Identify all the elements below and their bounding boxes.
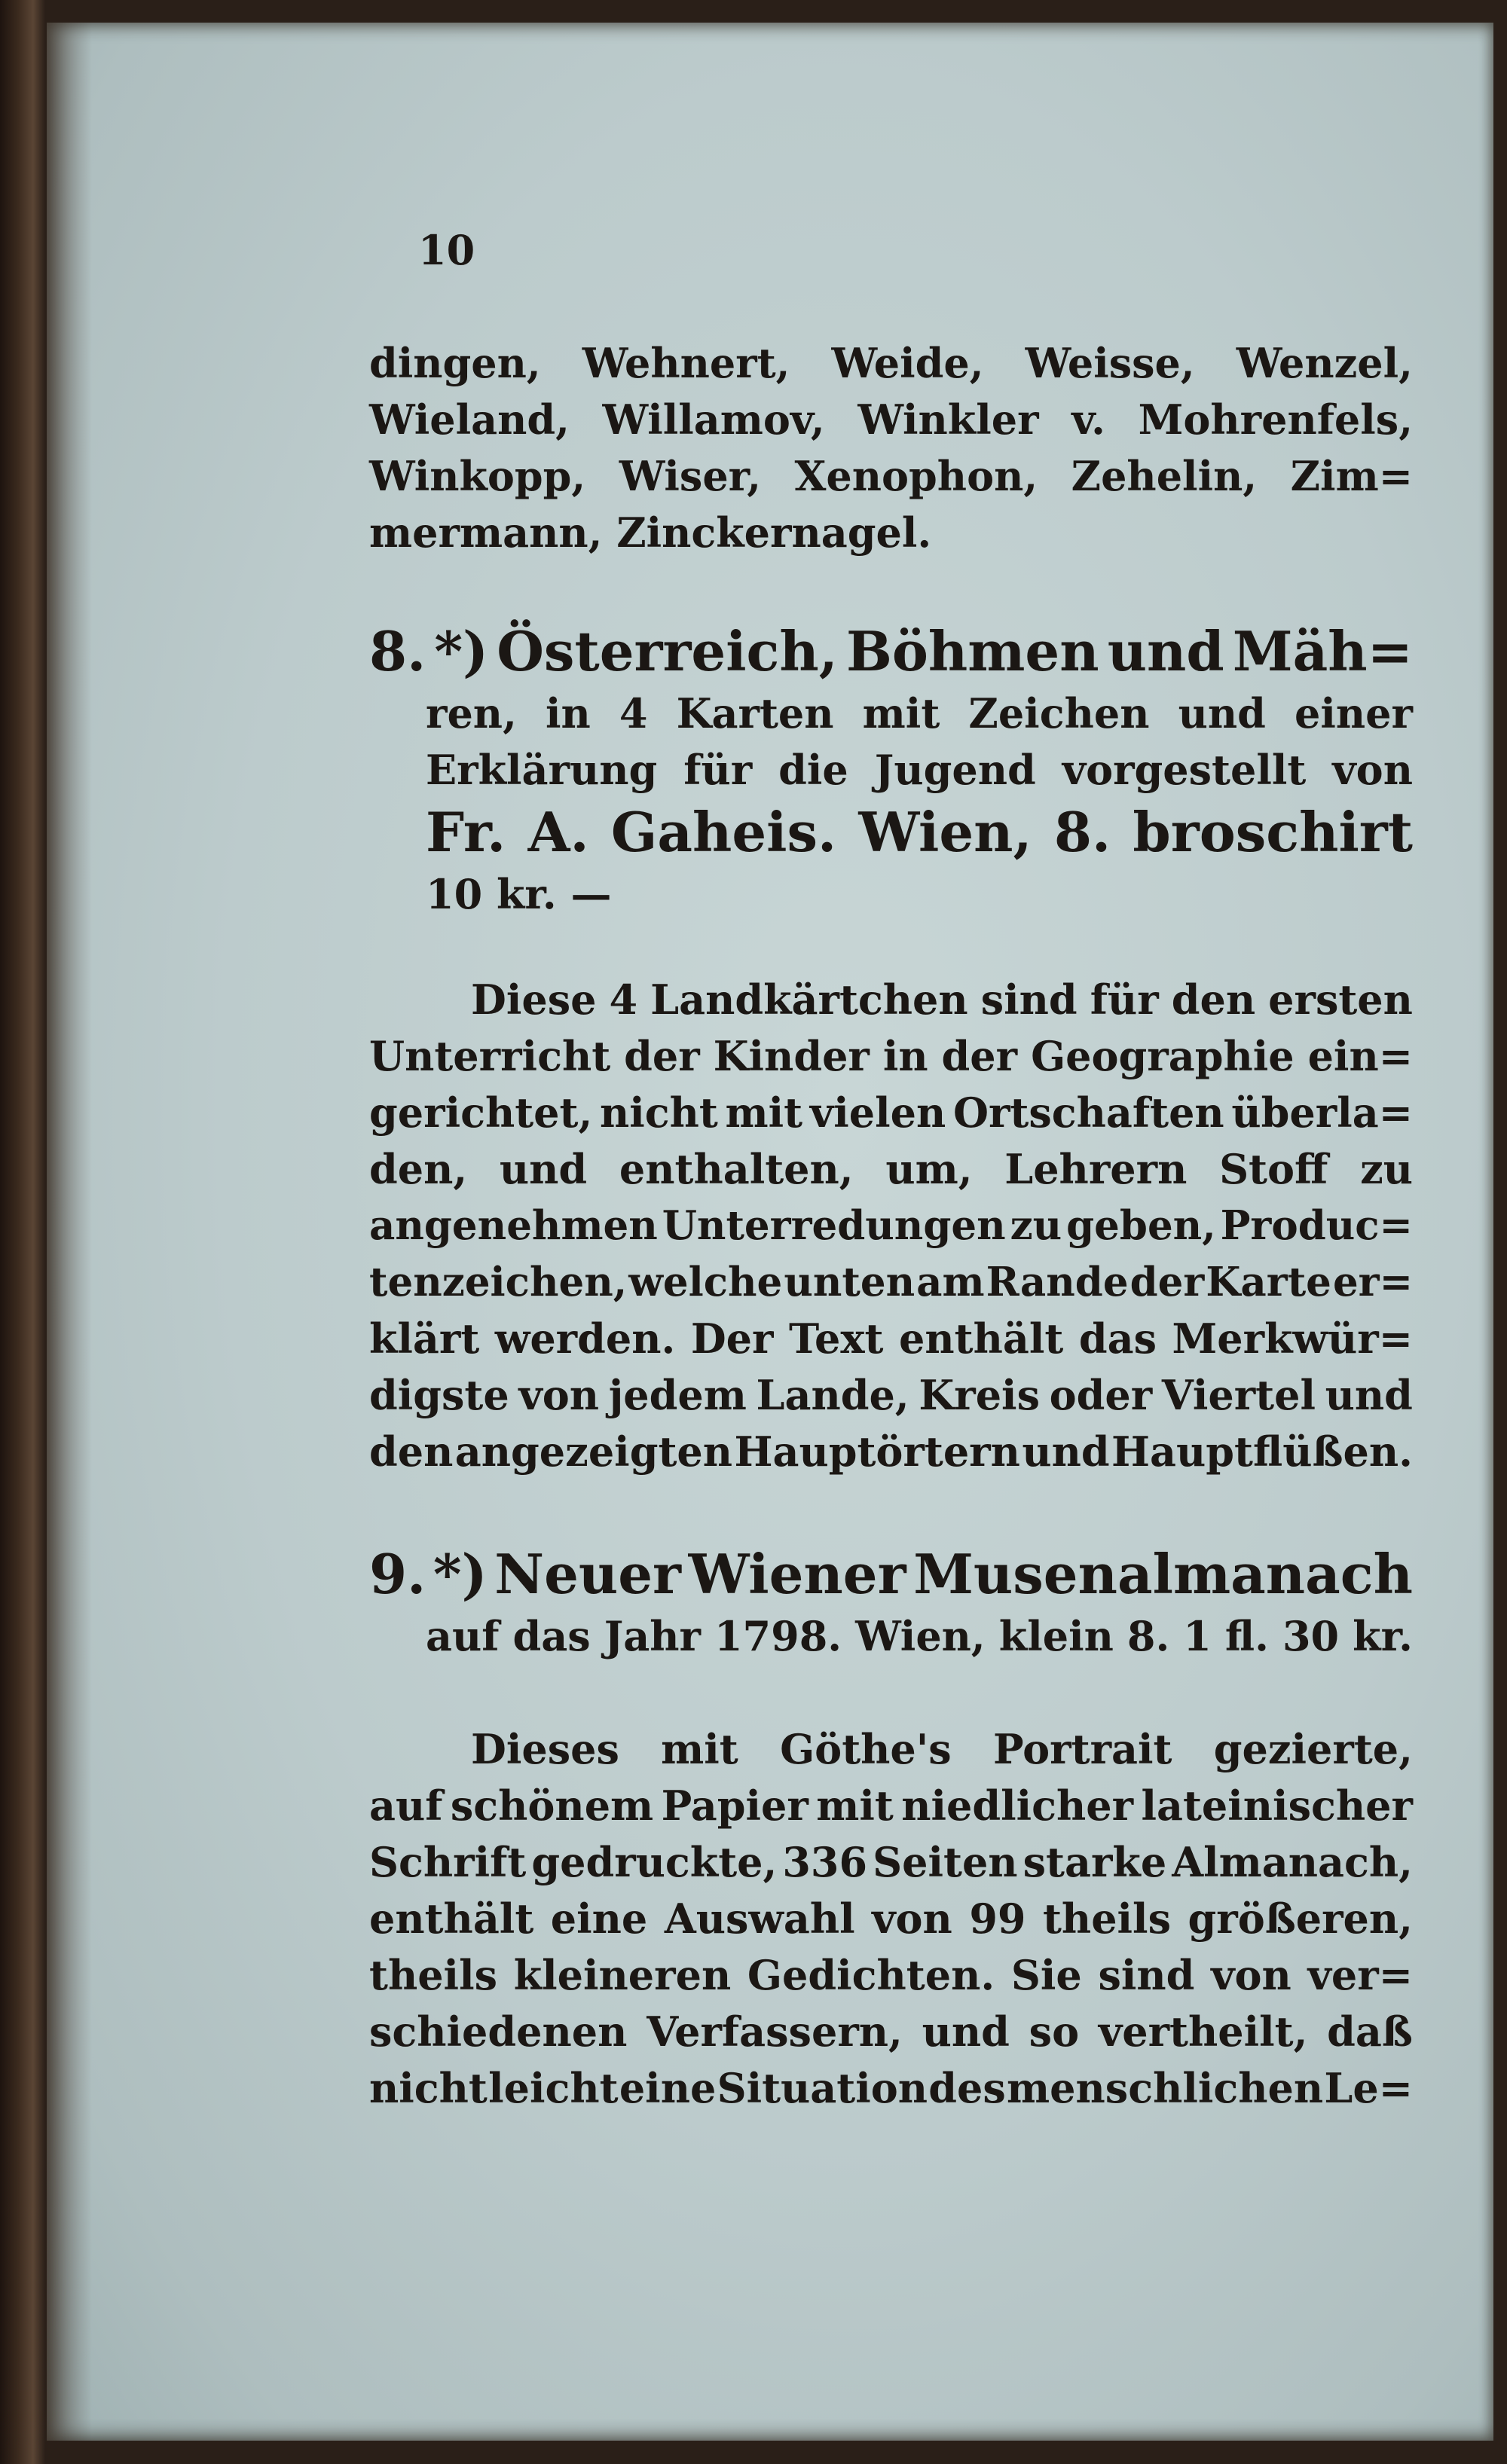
- page-number: 10: [418, 226, 475, 274]
- text-line: enthält eine Auswahl von 99 theils größeren,: [369, 1895, 1413, 1943]
- text-line: Fr. A. Gaheis. Wien, 8. broschirt: [426, 800, 1413, 864]
- text-line: tenzeichen, welche unten am Rande der Karte er=: [369, 1259, 1413, 1305]
- continuation-block: [369, 335, 1413, 561]
- text-line: auf das Jahr 1798. Wien, klein 8. 1 fl. 30 kr.: [426, 1612, 1413, 1660]
- text-line: mermann, Zinckernagel.: [369, 508, 932, 557]
- text-line: digste von jedem Lande, Kreis oder Viertel und: [369, 1371, 1413, 1419]
- entry-8-heading: 8. *) Österreich, Böhmen und Mäh=: [369, 619, 1413, 683]
- text-line: Wieland, Willamov, Winkler v. Mohrenfels,: [369, 395, 1413, 444]
- entry-9: [369, 1540, 1413, 1665]
- text-line: theils kleineren Gedichten. Sie sind von ver=: [369, 1951, 1413, 1999]
- entry-9-heading: 9. *) Neuer Wiener Musenalmanach: [369, 1542, 1413, 1606]
- text-line: nicht leicht eine Situation des menschlichen Le=: [369, 2064, 1413, 2112]
- text-line: klärt werden. Der Text enthält das Merkwür=: [369, 1314, 1413, 1363]
- text-line: den angezeigten Hauptörtern und Hauptflüßen.: [369, 1427, 1413, 1476]
- entry-8: [369, 618, 1413, 923]
- description-9: [369, 1721, 1413, 2117]
- text-line: Dieses mit Göthe's Portrait gezierte,: [471, 1725, 1413, 1773]
- text-line: ren, in 4 Karten mit Zeichen und einer: [426, 689, 1413, 737]
- text-line: Winkopp, Wiser, Xenophon, Zehelin, Zim=: [369, 452, 1413, 500]
- text-line: den, und enthalten, um, Lehrern Stoff zu: [369, 1145, 1413, 1193]
- text-line: schiedenen Verfassern, und so vertheilt, daß: [369, 2008, 1413, 2056]
- text-line: gerichtet, nicht mit vielen Ortschaften überla=: [369, 1088, 1413, 1137]
- text-line: auf schönem Papier mit niedlicher lateinischer: [369, 1782, 1413, 1830]
- text-line: Unterricht der Kinder in der Geographie ein=: [369, 1032, 1413, 1080]
- description-8: [369, 972, 1413, 1480]
- text-line: angenehmen Unterredungen zu geben, Produc=: [369, 1202, 1413, 1249]
- text-line: Diese 4 Landkärtchen sind für den ersten: [471, 976, 1413, 1024]
- text-line: Erklärung für die Jugend vorgestellt von: [426, 746, 1413, 794]
- book-gutter: [47, 23, 92, 2441]
- text-line: dingen, Wehnert, Weide, Weisse, Wenzel,: [369, 339, 1413, 387]
- text-line: Schrift gedruckte, 336 Seiten starke Almanach,: [369, 1838, 1413, 1886]
- text-line: 10 kr. —: [426, 870, 612, 918]
